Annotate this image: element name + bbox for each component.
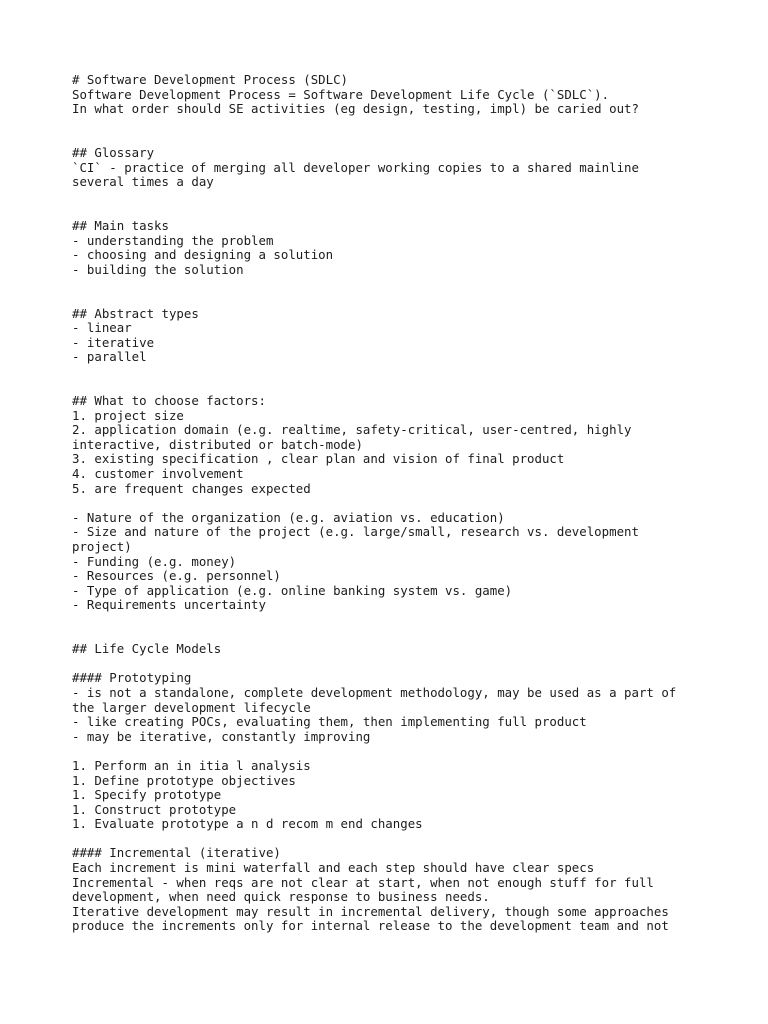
numbered-item: 1. Perform an in itia l analysis	[72, 757, 311, 773]
bullet-item: - Funding (e.g. money)	[72, 553, 237, 569]
text-line: the larger development lifecycle	[72, 699, 311, 715]
blank-line	[72, 365, 752, 380]
section-heading: ## Abstract types	[72, 305, 199, 321]
blank-line	[72, 613, 752, 628]
section-heading: ## What to choose factors:	[72, 393, 266, 409]
blank-line	[72, 496, 752, 511]
bullet-item: - is not a standalone, complete development methodology, may be used as a part of	[72, 684, 677, 700]
text-line: development, when need quick response to business needs.	[72, 889, 490, 905]
text-line: produce the increments only for internal release to the development team and not	[72, 918, 669, 934]
subsection-heading: #### Prototyping	[72, 670, 192, 686]
blank-line	[72, 131, 752, 146]
bullet-item: - like creating POCs, evaluating them, then implementing full product	[72, 714, 587, 730]
section-heading: ## Life Cycle Models	[72, 641, 222, 657]
bullet-item: - parallel	[72, 349, 147, 365]
numbered-item: 1. Construct prototype	[72, 801, 237, 817]
numbered-item: 4. customer involvement	[72, 466, 244, 482]
text-line: `CI` - practice of merging all developer working copies to a shared mainline	[72, 159, 639, 175]
bullet-item: - Size and nature of the project (e.g. large/small, research vs. development	[72, 524, 639, 540]
section-heading: ## Glossary	[72, 144, 155, 160]
bullet-item: - understanding the problem	[72, 232, 274, 248]
bullet-item: - building the solution	[72, 261, 244, 277]
numbered-item: 1. Evaluate prototype a n d recom m end changes	[72, 816, 423, 832]
subsection-heading: #### Incremental (iterative)	[72, 845, 281, 861]
text-line: project)	[72, 539, 132, 554]
blank-line	[72, 744, 752, 759]
bullet-item: - Resources (e.g. personnel)	[72, 568, 281, 584]
blank-line	[72, 204, 752, 219]
bullet-item: - linear	[72, 320, 132, 336]
blank-line	[72, 190, 752, 205]
blank-line	[72, 628, 752, 643]
blank-line	[72, 832, 752, 847]
text-line: several times a day	[72, 174, 214, 190]
section-heading: ## Main tasks	[72, 217, 169, 233]
text-line: Iterative development may result in incremental delivery, though some approaches	[72, 903, 669, 919]
text-line: Each increment is mini waterfall and each step should have clear specs	[72, 860, 595, 876]
text-line: Incremental - when reqs are not clear at start, when not enough stuff for full	[72, 874, 654, 890]
numbered-item: 5. are frequent changes expected	[72, 480, 311, 496]
bullet-item: - Nature of the organization (e.g. aviation vs. education)	[72, 509, 505, 525]
blank-line	[72, 657, 752, 672]
bullet-item: - iterative	[72, 334, 155, 350]
blank-line	[72, 117, 752, 132]
numbered-item: 3. existing specification , clear plan and vision of final product	[72, 451, 565, 467]
bullet-item: - may be iterative, constantly improving	[72, 728, 371, 744]
numbered-item: 2. application domain (e.g. realtime, safety-critical, user-centred, highly	[72, 422, 632, 438]
blank-line	[72, 379, 752, 394]
blank-line	[72, 277, 752, 292]
bullet-item: - Type of application (e.g. online banking system vs. game)	[72, 582, 513, 598]
document-text	[72, 73, 752, 934]
numbered-item: 1. project size	[72, 407, 184, 423]
text-line: interactive, distributed or batch-mode)	[72, 436, 363, 452]
document-title: # Software Development Process (SDLC)	[72, 72, 349, 87]
numbered-item: 1. Specify prototype	[72, 787, 222, 803]
numbered-item: 1. Define prototype objectives	[72, 772, 296, 788]
bullet-item: - Requirements uncertainty	[72, 597, 266, 613]
text-line: Software Development Process = Software Development Life Cycle (`SDLC`).	[72, 86, 610, 102]
text-line: In what order should SE activities (eg design, testing, impl) be caried out?	[72, 101, 639, 117]
blank-line	[72, 292, 752, 307]
bullet-item: - choosing and designing a solution	[72, 247, 334, 263]
